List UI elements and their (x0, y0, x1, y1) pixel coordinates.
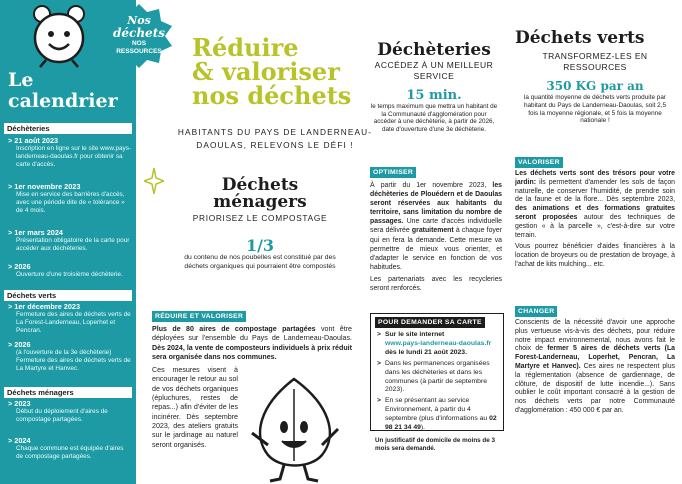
calendar-sidebar (0, 0, 136, 484)
valoriser-chip: VALORISER (515, 157, 563, 168)
calendar-entry: > 2023 Début du déploiement d'aires de compostage partagées. (16, 399, 132, 424)
fifteen-minutes-description: le temps maximum que mettra un habitant de la Communauté d'agglomération pour accéder à une déchèterie, à partir de 2026, date d'ouverture d'une 3e déchèterie. (370, 103, 498, 133)
kg-per-year-stat: 350 KG par an (546, 79, 644, 93)
section-header-dechets-verts: Déchets verts (4, 290, 132, 301)
calendar-entry: > 1er décembre 2023 Fermeture des aires de déchets verts de La Forest-Landerneau, Loperhet et Pencran. (16, 302, 132, 335)
site-link[interactable]: www.pays-landerneau-daoulas.fr (385, 339, 492, 347)
phone-number[interactable]: 02 98 21 34 49 (385, 415, 497, 432)
dechets-verts-subtitle: TRANSFORMEZ-LES EN RESSOURCES (542, 51, 648, 72)
nos-dechets-badge: Nos déchets NOS RESSOURCES (106, 4, 172, 68)
calendar-entry: > 1er mars 2024 Présentation obligatoire de la carte pour accéder aux déchèteries. (16, 228, 132, 253)
decheteries-title: Déchèteries (377, 40, 491, 60)
changer-body-text: Conscients de la nécessité d'avoir une approche plus vertueuse vis-à-vis des déchets, pour réduire notre impact environnemental, nous avons fait le choix de fermer 5 aires de déchets verts (La Forest-Landerneau, Loperhet, Pencran, La Martyre et Hanvec). Ces aires ne respectent plus la réglementation (absence de gardiennage, de clôture, de dispositif de lutte incendie...). Sans oublier le coût important consacré à la gestion de nos déchets verts par notre Communauté d'agglomération : 450 000 € par an. (515, 319, 675, 414)
calendar-entry: > 21 août 2023 Inscription en ligne sur le site www.pays-landerneau-daoulas.fr pour obtenir sa carte d'accès. (16, 136, 132, 169)
optimiser-chip: OPTIMISER (370, 167, 416, 178)
reduire-valoriser-chip: RÉDUIRE ET VALORISER (152, 311, 246, 322)
alarm-clock-mascot-icon (30, 4, 90, 68)
leaf-mascot-icon (240, 375, 348, 483)
page-title: Réduire & valoriser nos déchets (192, 33, 352, 110)
section-header-dechets-menagers: Déchets ménagers (4, 387, 132, 398)
decheteries-subtitle: ACCÉDEZ À UN MEILLEUR SERVICE (374, 60, 494, 81)
compost-body-text: Plus de 80 aires de compostage partagées vont être déployées sur l'ensemble du Pays de Landerneau-Daoulas. Dès 2024, la vente de composteurs individuels à prix réduit sera organisée dans nos communes. Ces mesures visent à encourager le retour au sol de vos déchets organiques (épluchures, restes de repas...) afin d'éviter de les incinérer. Dès septembre 2023, des ateliers gratuits sur le jardinage au naturel seront organisés. (152, 325, 352, 449)
kg-per-year-description: la quantité moyenne de déchets verts produite par habitant du Pays de Landerneau-Daoulas, soit 2,5 fois la moyenne régionale, et 5 fois la moyenne nationale ! (523, 94, 667, 125)
one-third-stat: 1/3 (245, 236, 275, 255)
list-item: > Dans les permanences organisées dans les déchèteries et dans les communes (à partir de septembre 2023). (377, 360, 499, 396)
fifteen-minutes-stat: 15 min. (406, 88, 462, 103)
calendar-title: Le calendrier (8, 69, 118, 112)
demande-carte-list (377, 331, 499, 433)
page-subtitle: HABITANTS DU PAYS DE LANDERNEAU-DAOULAS, RELEVONS LE DÉFI ! (177, 127, 373, 150)
calendar-entry: > 2026 (à l'ouverture de la 3e déchèterie) Fermeture des aires de déchets verts de La Martyre et Hanvec. (16, 340, 132, 373)
list-item: > Sur le site internet www.pays-landerneau-daoulas.fr dès le lundi 21 août 2023. (377, 331, 499, 358)
justificatif-note: Un justificatif de domicile de moins de 3 mois sera demandé. (375, 437, 496, 452)
dechets-verts-title: Déchets verts (515, 28, 645, 48)
calendar-entry: > 1er novembre 2023 Mise en service des barrières d'accès, avec une période dite de « tolérance » de 4 mois. (16, 182, 132, 215)
demande-carte-box (370, 313, 504, 431)
dechets-menagers-subtitle: PRIORISEZ LE COMPOSTAGE (192, 213, 328, 223)
changer-chip: CHANGER (515, 306, 557, 317)
decheteries-body-text: À partir du 1er novembre 2023, les déchèteries de Plouédern et de Daoulas seront réservées aux habitants du territoire, sans limitation du nombre de passages. Une carte d'accès individuelle sera délivrée gratuitement à chaque foyer qui en fera la demande. Cette mesure va permettre de mieux vous orienter, et d'adapter le service en fonction de vos habitudes. Les partenariats avec les recycleries seront renforcés. (370, 182, 502, 293)
valoriser-body-text: Les déchets verts sont des trésors pour votre jardin: ils permettent d'amender les sols de façon naturelle, de conserver l'humidité, de prendre soin de la faune et de la flore... Dès septembre 2023, des animations et des formations gratuites seront proposées autour des techniques de gestion « à la parcelle », c'est-à-dire sur votre terrain. Vous pourrez bénéficier d'aides financières à la location de broyeurs ou de prestation de broyage, à l'achat de kits mulching... etc. (515, 170, 675, 268)
calendar-entry: > 2024 Chaque commune est équipée d'aires de compostage partagées. (16, 436, 132, 461)
demande-carte-header: POUR DEMANDER SA CARTE (375, 317, 485, 328)
dechets-menagers-title: Déchets ménagers (213, 175, 307, 212)
section-header-decheteries: Déchèteries (4, 123, 132, 134)
calendar-entry: > 2026 Ouverture d'une troisième déchèterie. (16, 262, 132, 279)
list-item: > En se présentant au service Environnement, à partir du 4 septembre (plus d'informations au 02 98 21 34 49). (377, 397, 499, 433)
one-third-description: du contenu de nos poubelles est constitué par des déchets organiques qui pourraient être compostés (184, 254, 336, 270)
